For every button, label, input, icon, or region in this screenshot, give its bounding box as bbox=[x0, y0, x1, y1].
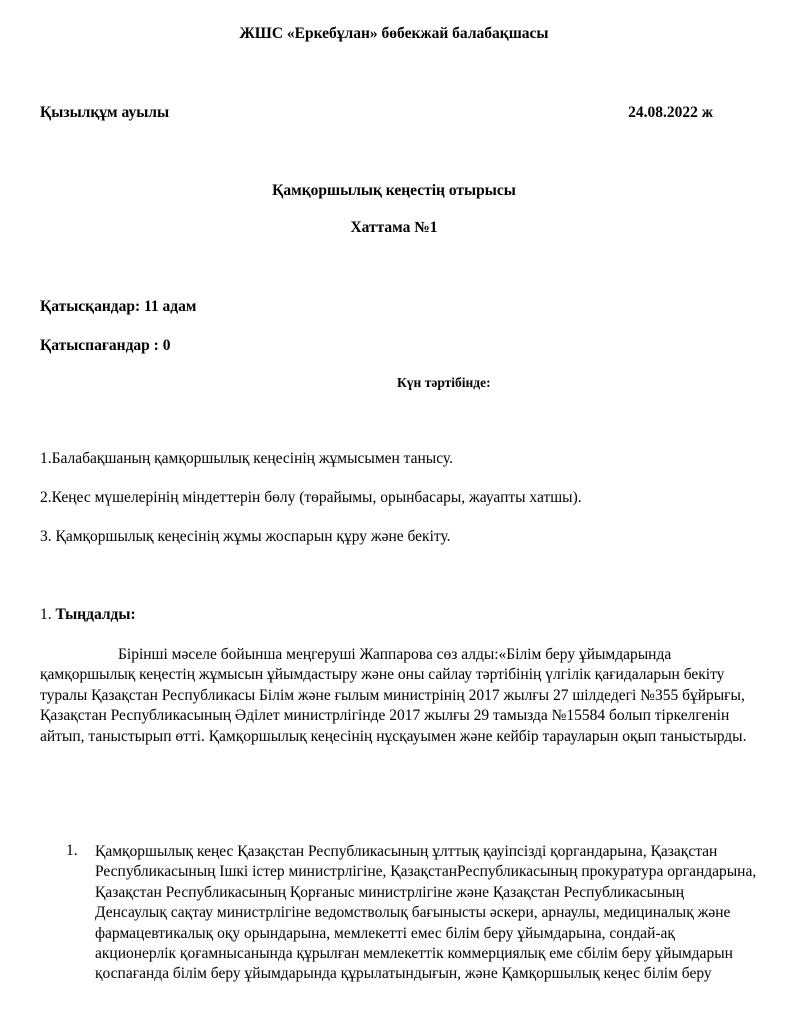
section-paragraph: Бірінші мәселе бойынша меңгеруші Жаппарова сөз алды:«Білім беру ұйымдарында қамқоршылық кеңестің жұмысын ұйымдастыру және оны сайлау тәртібінің үлгілік қағидаларын бекіту туралы Қазақстан Республикасы Білім және ғылым министрінің 2017 жылғы 27 шілдедегі №355 бұйрығы, Қазақстан Республикасының Әділет министрлігінде 2017 жылғы 29 тамызда №15584 болып тіркелгенін айтып, таныстырып өтті. Қамқоршылық кеңесінің нұсқауымен және кейбір тарауларын оқып таныстырды. bbox=[40, 646, 747, 745]
agenda-item: 1.Балабақшаның қамқоршылық кеңесінің жұмысымен танысу. bbox=[40, 450, 453, 467]
agenda-item: 3. Қамқоршылық кеңесінің жұмы жоспарын құру және бекіту. bbox=[40, 528, 451, 545]
meeting-title: Қамқоршылық кеңестің отырысы bbox=[272, 182, 516, 199]
attendance-present: Қатысқандар: 11 адам bbox=[40, 298, 197, 315]
document-date: 24.08.2022 ж bbox=[628, 104, 713, 121]
organization-title: ЖШС «Еркебұлан» бөбекжай балабақшасы bbox=[239, 25, 549, 42]
location-label: Қызылқұм ауылы bbox=[40, 104, 170, 121]
list-item-number: 1. bbox=[66, 842, 78, 859]
section-heading bbox=[40, 606, 136, 624]
section-heading-label: Тыңдалды: bbox=[55, 606, 136, 623]
list-item-text: Қамқоршылық кеңес Қазақстан Республикасының ұлттық қауіпсізді қоргандарына, Қазақстан Республикасының Ішкі істер министрлігіне, ҚазақстанРеспубликасының прокуратура органдарына, Қазақстан Республикасының Қорғаныс министрлігіне және Қазақстан Республикасының Денсаулық сақтау министрлігіне ведомстволық бағынысты әскери, арнаулы, медициналық және фармацевтикалық оқу орындарына, мемлекетті емес білім беру ұйымдарына, сондай-ақ акционерлік қоғамнысанында құрылған мемлекеттік коммерциялық еме сбілім беру ұйымдарын қоспағанда білім беру ұйымдарында құрылатындығын, және Қамқоршылық кеңес білім беру bbox=[95, 843, 757, 983]
agenda-heading: Күн тәртібінде: bbox=[397, 375, 491, 390]
agenda-item: 2.Кеңес мүшелерінің міндеттерін бөлу (төрайымы, орынбасары, жауапты хатшы). bbox=[40, 489, 582, 506]
attendance-absent: Қатыспағандар : 0 bbox=[40, 337, 171, 354]
section-number: 1. bbox=[40, 606, 52, 623]
protocol-number: Хаттама №1 bbox=[350, 219, 438, 236]
